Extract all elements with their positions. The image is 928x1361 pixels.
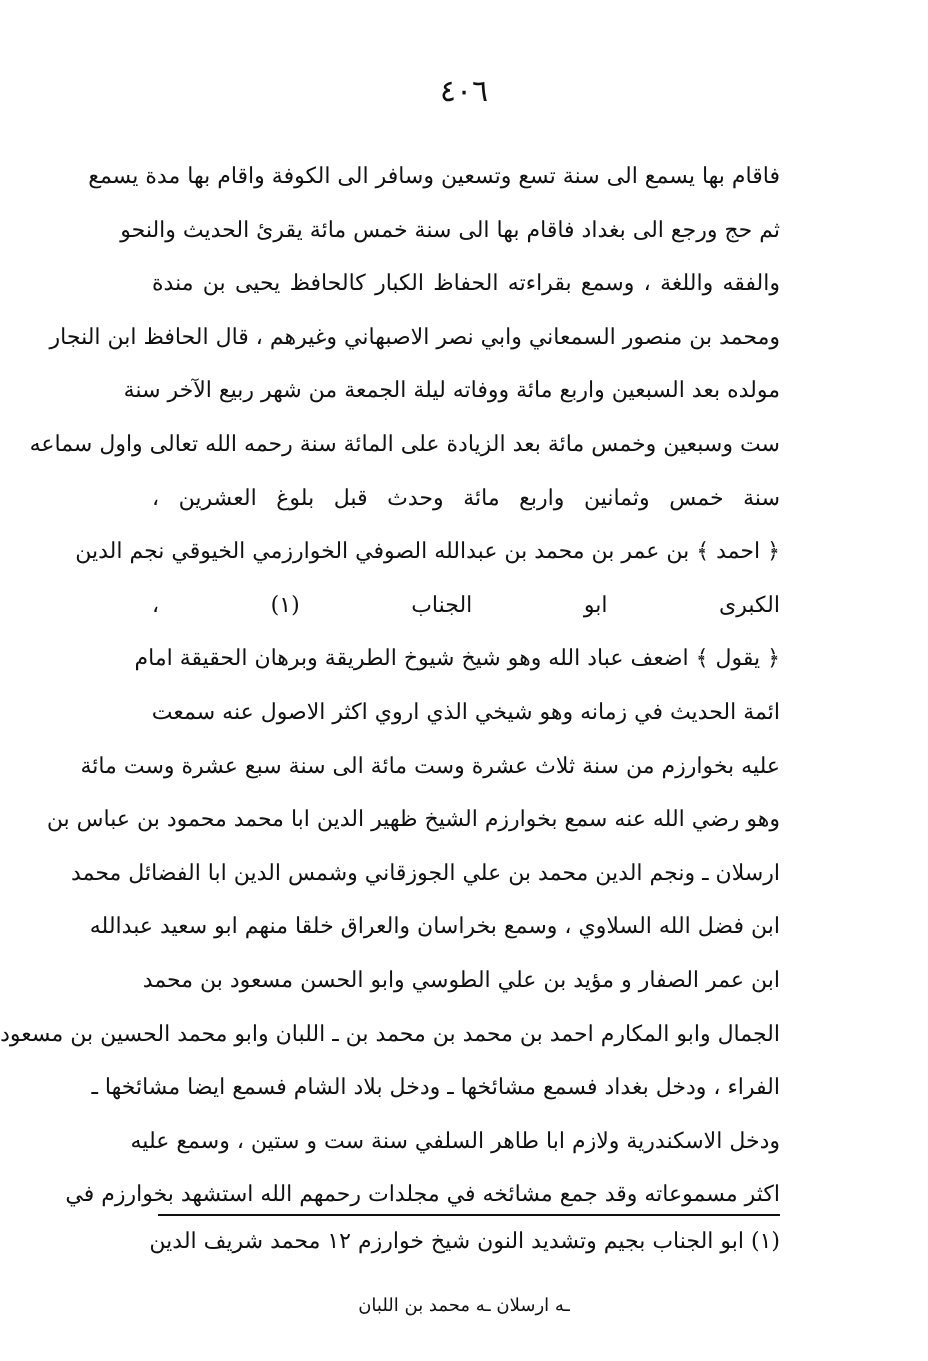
text-line: ودخل الاسكندرية ولازم ابا طاهر السلفي سنة ست و ستين ، وسمع عليه (130, 1128, 780, 1154)
text-line: والفقه واللغة ، وسمع بقراءته الحفاظ الكبار كالحافظ يحيى بن مندة (152, 271, 780, 297)
main-text (0, 150, 780, 1222)
text-line: فاقام بها يسمع الى سنة تسع وتسعين وسافر الى الكوفة واقام بها مدة يسمع (88, 164, 780, 189)
text-line: الجمال وابو المكارم احمد بن محمد بن محمد بن ـ اللبان وابو محمد الحسين بن مسعود (0, 1021, 780, 1047)
margin-note: ـه ارسلان ـه محمد بن اللبان (358, 1295, 570, 1316)
text-line: الكبرى ابو الجناب (١) ، (152, 592, 780, 618)
entry-heading-line: ﴿ يقول ﴾ اضعف عباد الله وهو شيخ شيوخ الطريقة وبرهان الحقيقة امام (134, 646, 780, 672)
text-line: ابن عمر الصفار و مؤيد بن علي الطوسي وابو الحسن مسعود بن محمد (142, 967, 780, 993)
text-line: ائمة الحديث في زمانه وهو شيخي الذي اروي اكثر الاصول عنه سمعت (151, 699, 780, 725)
text-line: ست وسبعين وخمس مائة بعد الزيادة على المائة سنة رحمه الله تعالى واول سماعه (29, 431, 780, 457)
text-line: ارسلان ـ ونجم الدين محمد بن علي الجوزقاني وشمس الدين ابا الفضائل محمد (71, 860, 780, 886)
text-line: ابن فضل الله السلاوي ، وسمع بخراسان والعراق خلقا منهم ابو سعيد عبدالله (89, 914, 780, 940)
text-line: اكثر مسموعاته وقد جمع مشائخه في مجلدات رحمهم الله استشهد بخوارزم في (65, 1182, 780, 1208)
text-line: ثم حج ورجع الى بغداد فاقام بها الى سنة خمس مائة يقرئ الحديث والنحو (120, 217, 780, 243)
text-line: عليه بخوارزم من سنة ثلاث عشرة وست مائة الى سنة سبع عشرة وست مائة (80, 753, 780, 779)
footnote-divider (158, 1214, 780, 1216)
text-line: ومحمد بن منصور السمعاني وابي نصر الاصبهاني وغيرهم ، قال الحافظ ابن النجار (49, 324, 780, 350)
text-line: سنة خمس وثمانين واربع مائة وحدث قبل بلوغ العشرين ، (152, 485, 780, 511)
text-line: وهو رضي الله عنه سمع بخوارزم الشيخ ظهير الدين ابا محمد محمود بن عباس بن (46, 807, 780, 833)
footnote: (١) ابو الجناب بجيم وتشديد النون شيخ خوارزم ١٢ محمد شريف الدين (149, 1229, 780, 1254)
page-number: ٤٠٦ (439, 74, 489, 109)
entry-heading-line: ﴿ احمد ﴾ بن عمر بن محمد بن عبدالله الصوفي الخوارزمي الخيوقي نجم الدين (75, 539, 780, 565)
text-line: الفراء ، ودخل بغداد فسمع مشائخها ـ ودخل بلاد الشام فسمع ايضا مشائخها ـ (91, 1075, 780, 1101)
text-line: مولده بعد السبعين واربع مائة ووفاته ليلة الجمعة من شهر ربيع الآخر سنة (123, 378, 780, 404)
